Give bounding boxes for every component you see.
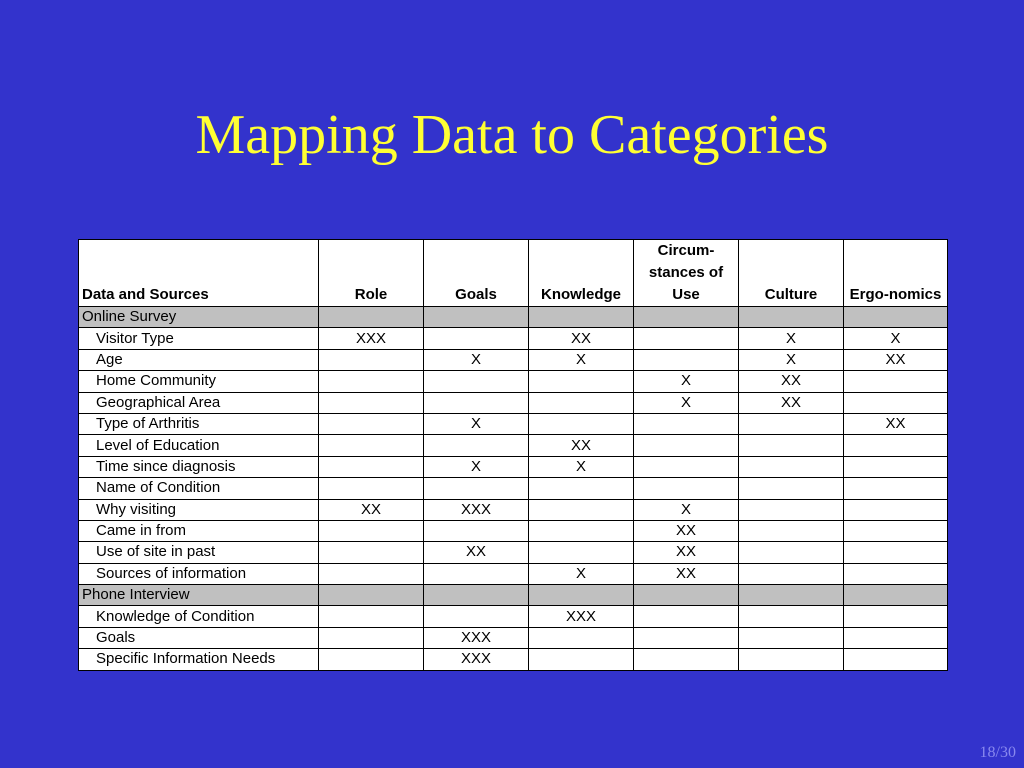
table-cell: X — [634, 499, 739, 520]
row-label: Geographical Area — [79, 392, 319, 413]
table-cell — [844, 499, 948, 520]
table-cell — [739, 413, 844, 434]
table-cell — [319, 520, 424, 541]
table-cell — [424, 606, 529, 627]
table-cell: XX — [634, 542, 739, 563]
table-cell — [319, 649, 424, 670]
table-cell — [739, 307, 844, 328]
table-cell — [529, 413, 634, 434]
row-label: Level of Education — [79, 435, 319, 456]
table-row — [79, 392, 948, 413]
table-cell — [319, 413, 424, 434]
column-header: Culture — [739, 240, 844, 307]
table-cell: XXX — [319, 328, 424, 349]
table-cell: X — [739, 349, 844, 370]
table-cell — [634, 585, 739, 606]
table-cell: XX — [634, 563, 739, 584]
table-cell — [424, 435, 529, 456]
row-label: Knowledge of Condition — [79, 606, 319, 627]
table-cell: XX — [739, 371, 844, 392]
row-label: Why visiting — [79, 499, 319, 520]
row-label: Time since diagnosis — [79, 456, 319, 477]
table-cell — [529, 627, 634, 648]
table-row — [79, 499, 948, 520]
table-cell — [634, 328, 739, 349]
section-label: Phone Interview — [79, 585, 319, 606]
column-header: Data and Sources — [79, 240, 319, 307]
table-cell: XX — [844, 349, 948, 370]
table-cell — [529, 585, 634, 606]
table-cell — [634, 456, 739, 477]
table-cell — [634, 606, 739, 627]
table-cell: X — [844, 328, 948, 349]
slide-title: Mapping Data to Categories — [195, 104, 829, 166]
table-cell: X — [424, 413, 529, 434]
table-row — [79, 627, 948, 648]
table-cell — [529, 649, 634, 670]
table-cell: XX — [319, 499, 424, 520]
table-cell: X — [424, 456, 529, 477]
table-body — [79, 307, 948, 671]
table-row — [79, 478, 948, 499]
page-number: 18/30 — [979, 744, 1016, 761]
table-cell — [739, 520, 844, 541]
table-cell: XX — [424, 542, 529, 563]
row-label: Goals — [79, 627, 319, 648]
table-cell — [739, 649, 844, 670]
table-cell — [844, 606, 948, 627]
row-label: Age — [79, 349, 319, 370]
table-row — [79, 563, 948, 584]
column-header: Knowledge — [529, 240, 634, 307]
section-label: Online Survey — [79, 307, 319, 328]
table-cell — [844, 520, 948, 541]
table-row — [79, 435, 948, 456]
table-cell — [424, 585, 529, 606]
table-cell — [424, 328, 529, 349]
section-row — [79, 307, 948, 328]
table-cell — [634, 478, 739, 499]
table-cell — [529, 307, 634, 328]
table-cell — [529, 520, 634, 541]
row-label: Use of site in past — [79, 542, 319, 563]
table-cell — [844, 392, 948, 413]
row-label: Type of Arthritis — [79, 413, 319, 434]
table-row — [79, 606, 948, 627]
row-label: Sources of information — [79, 563, 319, 584]
table-cell: XX — [634, 520, 739, 541]
table-cell — [319, 307, 424, 328]
table-cell — [319, 606, 424, 627]
table-cell — [844, 478, 948, 499]
table-row — [79, 413, 948, 434]
table-cell — [739, 499, 844, 520]
table-cell — [844, 563, 948, 584]
table-cell — [739, 606, 844, 627]
table-row — [79, 328, 948, 349]
table-cell — [844, 435, 948, 456]
table-cell — [424, 307, 529, 328]
table-cell — [529, 371, 634, 392]
table-row — [79, 371, 948, 392]
table-cell — [844, 649, 948, 670]
table-cell — [319, 478, 424, 499]
table-cell — [529, 478, 634, 499]
table-cell — [739, 585, 844, 606]
column-header: Role — [319, 240, 424, 307]
table-cell — [319, 563, 424, 584]
table-cell: XX — [529, 435, 634, 456]
table-cell — [844, 585, 948, 606]
table-cell — [739, 478, 844, 499]
table-row — [79, 349, 948, 370]
column-header: Circum-stances of Use — [634, 240, 739, 307]
table-cell: XXX — [529, 606, 634, 627]
table-cell — [739, 542, 844, 563]
table-cell — [319, 392, 424, 413]
table-cell — [844, 307, 948, 328]
row-label: Visitor Type — [79, 328, 319, 349]
table-cell — [424, 478, 529, 499]
table-row — [79, 649, 948, 670]
table-cell: X — [634, 392, 739, 413]
section-row — [79, 585, 948, 606]
table-cell — [529, 392, 634, 413]
table-cell: XXX — [424, 649, 529, 670]
table-cell — [844, 542, 948, 563]
table-cell — [844, 371, 948, 392]
table-row — [79, 520, 948, 541]
table-cell: X — [739, 328, 844, 349]
table-cell — [634, 413, 739, 434]
table-cell — [319, 585, 424, 606]
table-cell — [634, 627, 739, 648]
row-label: Home Community — [79, 371, 319, 392]
table-cell: XX — [529, 328, 634, 349]
table-row — [79, 456, 948, 477]
table-cell — [634, 435, 739, 456]
table-cell — [319, 371, 424, 392]
table-cell — [529, 499, 634, 520]
table-cell — [739, 435, 844, 456]
table-cell — [844, 627, 948, 648]
table-cell — [634, 649, 739, 670]
table-cell — [739, 627, 844, 648]
table-cell — [634, 307, 739, 328]
table-cell — [319, 627, 424, 648]
table-cell: XX — [739, 392, 844, 413]
column-header: Goals — [424, 240, 529, 307]
row-label: Name of Condition — [79, 478, 319, 499]
table-cell — [529, 542, 634, 563]
row-label: Specific Information Needs — [79, 649, 319, 670]
table-cell: XX — [844, 413, 948, 434]
table-cell: XXX — [424, 499, 529, 520]
table-cell — [739, 563, 844, 584]
table-cell — [319, 435, 424, 456]
table-row — [79, 542, 948, 563]
table-cell — [319, 542, 424, 563]
table-cell — [319, 349, 424, 370]
table-cell — [424, 371, 529, 392]
mapping-table — [78, 239, 948, 671]
column-header: Ergo-nomics — [844, 240, 948, 307]
table-cell: X — [424, 349, 529, 370]
table-cell: X — [634, 371, 739, 392]
row-label: Came in from — [79, 520, 319, 541]
table-cell — [319, 456, 424, 477]
table-cell — [634, 349, 739, 370]
table-cell — [424, 563, 529, 584]
table-cell: X — [529, 456, 634, 477]
table-cell: XXX — [424, 627, 529, 648]
table-cell: X — [529, 563, 634, 584]
table-cell: X — [529, 349, 634, 370]
table-cell — [739, 456, 844, 477]
table-header-row — [79, 240, 948, 307]
table-cell — [424, 520, 529, 541]
table-cell — [424, 392, 529, 413]
table-cell — [844, 456, 948, 477]
